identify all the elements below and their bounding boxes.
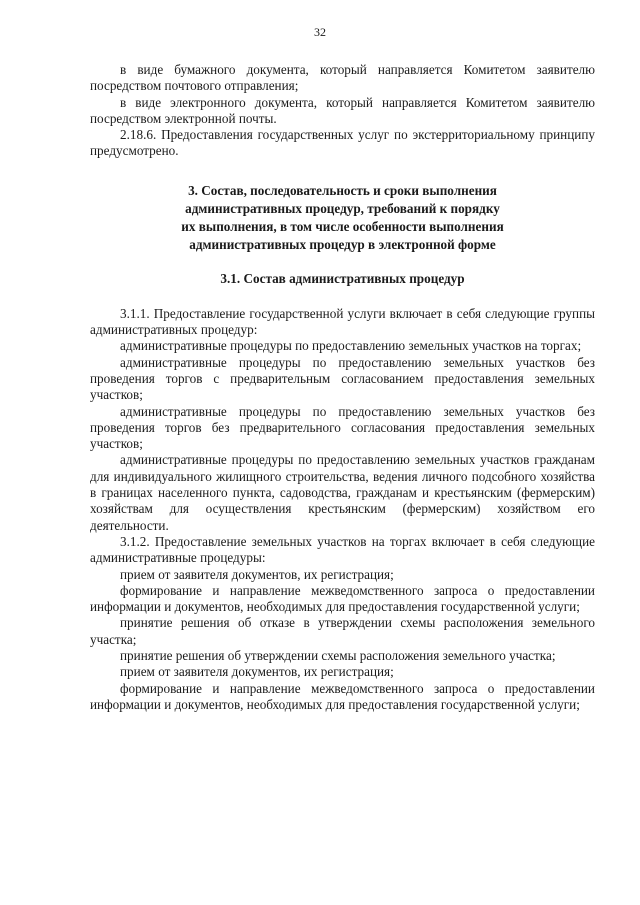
paragraph: принятие решения об отказе в утверждении схемы расположения земельного участка; [90,615,595,647]
paragraph: в виде бумажного документа, который направляется Комитетом заявителю посредством почтового отправления; [90,62,595,94]
subsection-title: 3.1. Состав административных процедур [220,270,465,286]
paragraph: 2.18.6. Предоставления государственных услуг по экстерриториальному принципу предусмотрено. [90,127,595,159]
document-body [90,62,595,713]
paragraph: прием от заявителя документов, их регистрация; [120,664,394,680]
paragraph: 3.1.2. Предоставление земельных участков на торгах включает в себя следующие административные процедуры: [90,533,595,566]
paragraph: административные процедуры по предоставлению земельных участков на торгах; [120,338,582,354]
paragraph: 3.1.1. Предоставление государственной услуги включает в себя следующие группы административных процедур: [90,305,595,338]
paragraph: формирование и направление межведомственного запроса о предоставлении информации и документов, необходимых для предоставления государственной услуги; [90,582,595,615]
paragraph: административные процедуры по предоставлению земельных участков без проведения торгов с предварительным согласованием предоставления земельных участков; [90,354,595,403]
paragraph: принятие решения об утверждении схемы расположения земельного участка; [120,648,556,664]
paragraph: административные процедуры по предоставлению земельных участков без проведения торгов без предварительного согласования предоставления земельных участков; [90,403,595,452]
section-title [90,182,595,254]
paragraph: в виде электронного документа, который направляется Комитетом заявителю посредством электронной почты. [90,94,595,126]
paragraph: административные процедуры по предоставлению земельных участков гражданам для индивидуального жилищного строительства, ведения личного подсобного хозяйства в границах населенного пункта, садоводства, гражданам и крестьянским (фермерским) хозяйствам для осуществления крестьянским (фермерским) хозяйством его деятельности. [90,452,595,533]
section-title-line: административных процедур, требований к порядку [185,200,500,216]
section-title-line: административных процедур в электронной форме [189,236,496,252]
page-number: 32 [314,25,326,39]
paragraph: прием от заявителя документов, их регистрация; [120,566,394,582]
section-title-line: 3. Состав, последовательность и сроки выполнения [188,182,497,198]
paragraph: формирование и направление межведомственного запроса о предоставлении информации и документов, необходимых для предоставления государственной услуги; [90,680,595,712]
section-title-line: их выполнения, в том числе особенности выполнения [181,218,504,234]
